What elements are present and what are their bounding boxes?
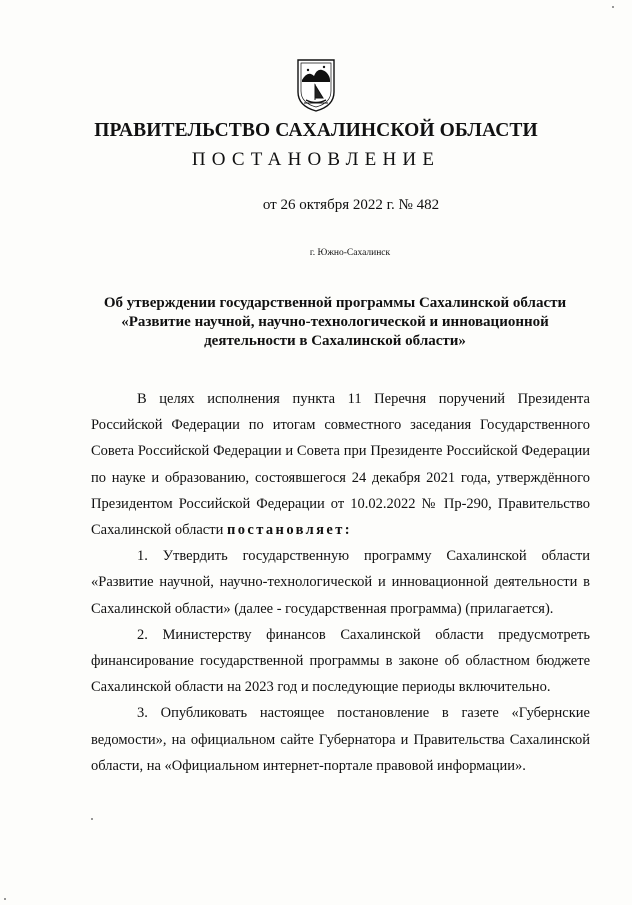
title-line-3: деятельности в Сахалинской области»	[204, 333, 466, 349]
scan-speck	[91, 818, 93, 820]
clause-2: 2. Министерству финансов Сахалинской области предусмотреть финансирование государственной программы в законе об областном бюджете Сахалинской области на 2023 год и последующие периоды включительно.	[91, 626, 590, 696]
title-line-2: «Развитие научной, научно-технологической и инновационной	[121, 314, 549, 330]
preamble-text: В целях исполнения пункта 11 Перечня поручений Президента Российской Федерации по итогам совместного заседания Государственного Совета Российской Федерации и Совета при Президенте Российской Федерации по науке и образованию, состоявшегося 24 декабря 2021 года, утверждённого Президентом Российской Федерации от 10.02.2022 № Пр-290, Правительство Сахалинской области	[91, 391, 590, 539]
document-body	[91, 386, 590, 779]
scan-speck	[4, 898, 6, 900]
scan-speck	[612, 6, 614, 8]
document-date-number: от 26 октября 2022 г. № 482	[262, 197, 440, 213]
document-title	[0, 294, 632, 351]
resolves-word: постановляет:	[226, 522, 353, 539]
government-name: ПРАВИТЕЛЬСТВО САХАЛИНСКОЙ ОБЛАСТИ	[94, 120, 538, 141]
document-city: г. Южно-Сахалинск	[309, 248, 391, 258]
document-type: ПОСТАНОВЛЕНИЕ	[191, 149, 441, 170]
clause-1: 1. Утвердить государственную программу Сахалинской области «Развитие научной, научно-технологической и инновационной деятельности в Сахалинской области» (далее - государственная программа) (прилагается).	[91, 548, 590, 617]
title-line-1: Об утверждении государственной программы Сахалинской области	[103, 295, 567, 311]
clause-3: 3. Опубликовать настоящее постановление в газете «Губернские ведомости», на официальном сайте Губернатора и Правительства Сахалинской области, на «Официальном интернет-портале правовой информации».	[91, 705, 590, 774]
preamble-paragraph	[91, 386, 590, 543]
sakhalin-coat-of-arms-icon	[296, 58, 336, 112]
